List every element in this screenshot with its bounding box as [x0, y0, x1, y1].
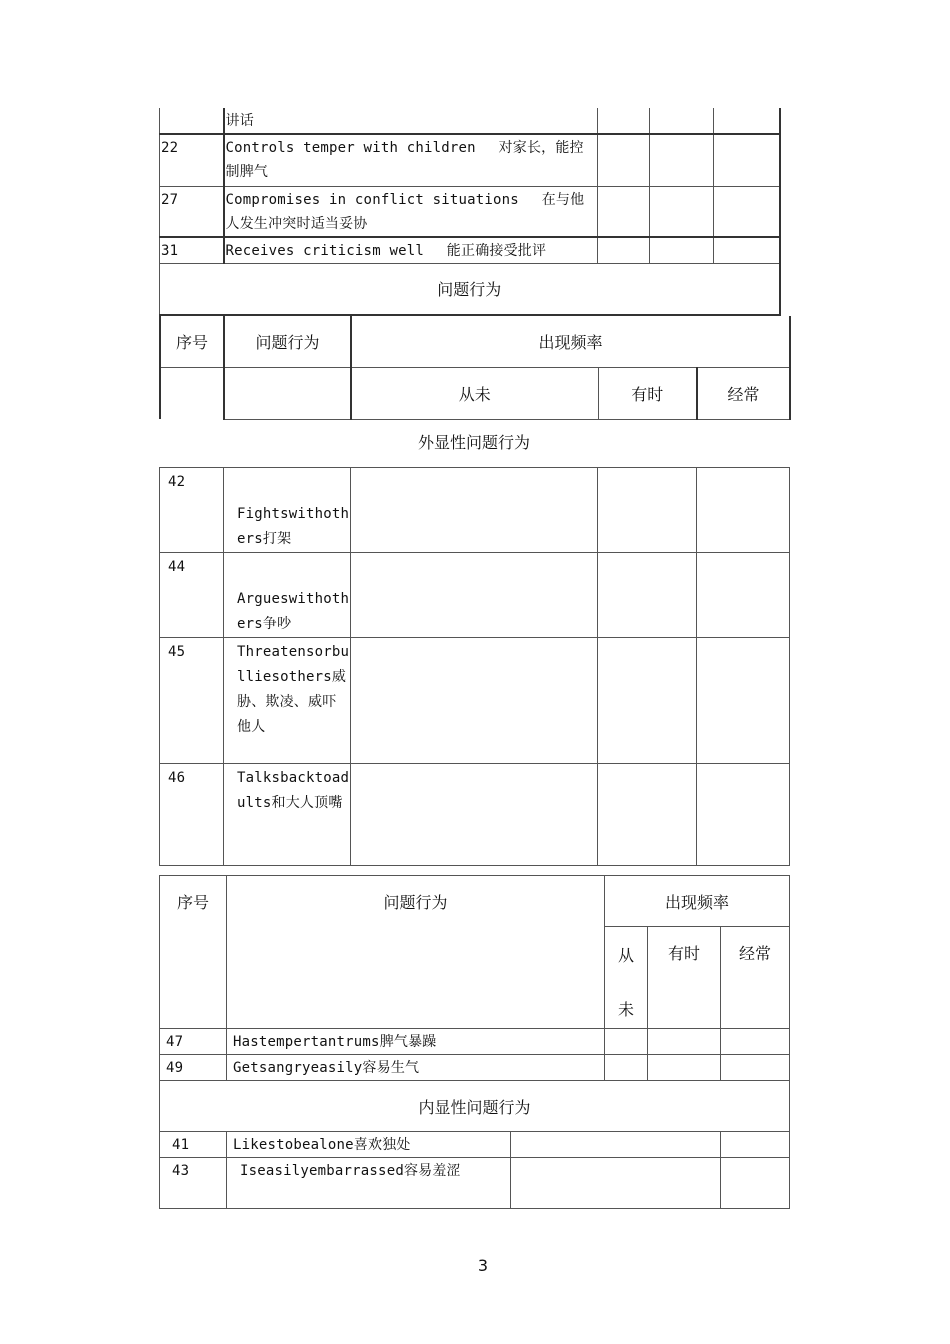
freq-never-header	[605, 927, 648, 1029]
row-number	[160, 108, 224, 134]
behavior-text: Talksbacktoadults和大人顶嘴	[224, 764, 351, 866]
behavior-text: Likestobealone喜欢独处	[227, 1132, 511, 1158]
problem-behavior-header-table	[159, 316, 791, 420]
freq-often-cell[interactable]	[714, 186, 780, 237]
empty-cell	[224, 367, 351, 419]
freq-sometimes-cell[interactable]	[648, 1055, 721, 1081]
freq-sometimes-cell[interactable]	[650, 237, 714, 264]
behavior-text: Argueswithothers争吵	[224, 553, 351, 638]
header-behavior: 问题行为	[224, 316, 351, 367]
behavior-text: Getsangryeasily容易生气	[227, 1055, 605, 1081]
freq-often-cell[interactable]	[721, 1029, 790, 1055]
row-number: 27	[160, 186, 224, 237]
freq-sometimes-header: 有时	[648, 927, 721, 1029]
freq-often-cell[interactable]	[697, 638, 790, 764]
freq-sometimes-cell[interactable]	[598, 468, 697, 553]
second-behavior-table	[159, 875, 790, 1209]
row-number: 42	[160, 468, 224, 553]
freq-often-cell[interactable]	[714, 134, 780, 186]
freq-never-char-2: 未	[618, 1000, 635, 1019]
freq-often-cell[interactable]	[697, 468, 790, 553]
freq-never-cell[interactable]	[598, 134, 650, 186]
section-title-internal: 内显性问题行为	[160, 1081, 790, 1132]
freq-often-header: 经常	[697, 367, 790, 419]
section-title-external: 外显性问题行为	[417, 433, 530, 452]
freq-never-char-1: 从	[618, 946, 635, 965]
row-number: 46	[160, 764, 224, 866]
freq-sometimes-cell[interactable]	[650, 186, 714, 237]
behavior-text: Fightswithothers打架	[224, 468, 351, 553]
row-number: 22	[160, 134, 224, 186]
behavior-text: Threatensorbulliesothers威胁、欺凌、威吓他人	[224, 638, 351, 764]
header-number: 序号	[160, 876, 227, 1029]
freq-combined-cell[interactable]	[511, 1132, 721, 1158]
freq-sometimes-header: 有时	[598, 367, 697, 419]
freq-sometimes-cell[interactable]	[598, 553, 697, 638]
freq-never-header: 从未	[351, 367, 598, 419]
freq-often-cell[interactable]	[721, 1055, 790, 1081]
freq-often-cell[interactable]	[721, 1132, 790, 1158]
freq-never-cell[interactable]	[351, 553, 598, 638]
header-frequency: 出现频率	[351, 316, 790, 367]
header-frequency: 出现频率	[605, 876, 790, 927]
behavior-text: Compromises in conflict situations 在与他人发生冲突时适当妥协	[224, 186, 598, 237]
header-number: 序号	[160, 316, 224, 367]
freq-often-cell[interactable]	[697, 553, 790, 638]
behavior-text: Iseasilyembarrassed容易羞涩	[227, 1158, 511, 1209]
row-number: 49	[160, 1055, 227, 1081]
page-number: 3	[477, 1256, 489, 1275]
freq-never-cell[interactable]	[598, 186, 650, 237]
freq-often-cell[interactable]	[721, 1158, 790, 1209]
behavior-text: Controls temper with children 对家长，能控制脾气	[224, 134, 598, 186]
freq-never-cell[interactable]	[598, 108, 650, 134]
freq-sometimes-cell[interactable]	[650, 134, 714, 186]
freq-often-header: 经常	[721, 927, 790, 1029]
freq-never-cell[interactable]	[598, 237, 650, 264]
freq-never-cell[interactable]	[351, 764, 598, 866]
freq-sometimes-cell[interactable]	[598, 764, 697, 866]
header-behavior: 问题行为	[227, 876, 605, 1029]
row-number: 45	[160, 638, 224, 764]
freq-never-cell[interactable]	[605, 1029, 648, 1055]
freq-often-cell[interactable]	[697, 764, 790, 866]
row-number: 31	[160, 237, 224, 264]
freq-sometimes-cell[interactable]	[598, 638, 697, 764]
row-number: 43	[160, 1158, 227, 1209]
row-number: 47	[160, 1029, 227, 1055]
row-number: 41	[160, 1132, 227, 1158]
behavior-text: Hastempertantrums脾气暴躁	[227, 1029, 605, 1055]
freq-sometimes-cell[interactable]	[648, 1029, 721, 1055]
section-label: 问题行为	[160, 264, 780, 315]
empty-cell	[160, 367, 224, 419]
external-behavior-table	[159, 467, 790, 866]
row-number: 44	[160, 553, 224, 638]
behavior-text: 讲话	[224, 108, 598, 134]
behavior-text: Receives criticism well 能正确接受批评	[224, 237, 598, 264]
freq-often-cell[interactable]	[714, 237, 780, 264]
freq-sometimes-cell[interactable]	[650, 108, 714, 134]
freq-never-cell[interactable]	[351, 638, 598, 764]
freq-combined-cell[interactable]	[511, 1158, 721, 1209]
freq-often-cell[interactable]	[714, 108, 780, 134]
freq-never-cell[interactable]	[351, 468, 598, 553]
freq-never-cell[interactable]	[605, 1055, 648, 1081]
positive-behavior-table	[159, 108, 781, 316]
